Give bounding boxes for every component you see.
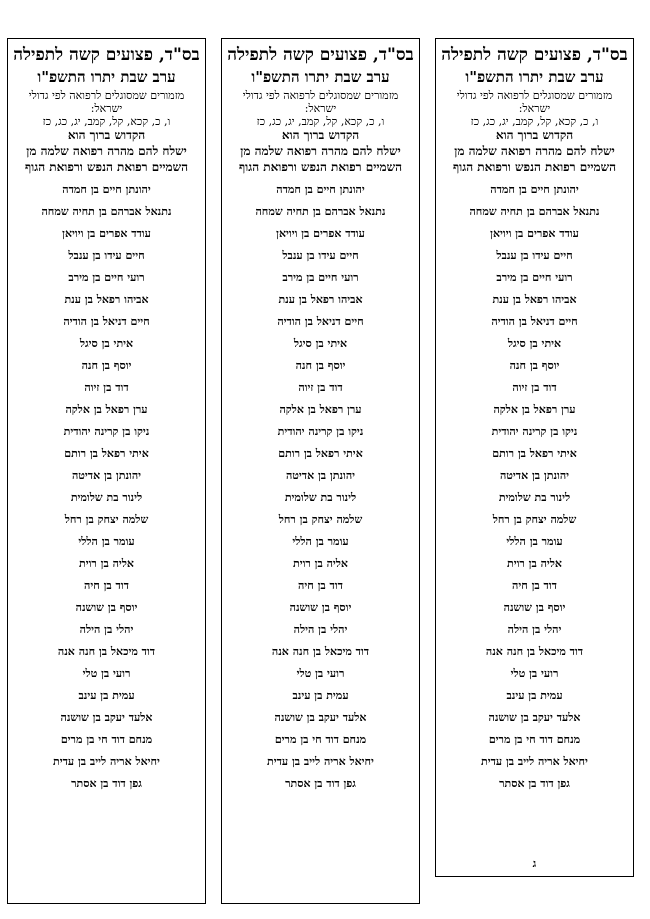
name-item: חיים דניאל בן הודיה bbox=[63, 315, 150, 328]
chapters: ו, כ, קכא, קל, קמב, יג, כג, כז bbox=[42, 115, 171, 128]
name-item: עמית בן עינב bbox=[292, 689, 349, 702]
name-item: ניקו בן קרינה יהודית bbox=[63, 425, 150, 438]
name-item: רועי בן טלי bbox=[82, 667, 131, 680]
name-item: עומר בן הללי bbox=[506, 535, 563, 548]
name-item: איתי בן סיגל bbox=[507, 337, 562, 350]
name-item: יהונתן בן אדיטה bbox=[499, 469, 570, 482]
name-item: רועי בן טלי bbox=[296, 667, 345, 680]
name-item: דוד מיכאל בן חנה אנה bbox=[485, 645, 584, 658]
name-item: מנחם דוד חי בן מרים bbox=[60, 733, 153, 746]
name-item: דוד בן חיה bbox=[512, 579, 557, 592]
name-item: ערן רפאל בן אלקה bbox=[493, 403, 576, 416]
description: מזמורים שמסוגלים לרפואה לפי גדולי ישראל: bbox=[456, 89, 613, 115]
name-item: יהלי בן הילה bbox=[507, 623, 562, 636]
name-item: גפן דוד בן אסתר bbox=[285, 777, 356, 790]
name-item: גפן דוד בן אסתר bbox=[71, 777, 142, 790]
blessing: הקדוש ברוך הוא bbox=[495, 128, 574, 142]
name-item: לינור בת שלומית bbox=[284, 491, 357, 504]
name-item: נתנאל אברהם בן תחיה שמחה bbox=[41, 205, 172, 218]
prayer: ישלח להם מהרה רפואה שלמה מן השמיים רפואת הנפש ורפואת הגוף bbox=[452, 144, 617, 174]
name-item: יהונתן חיים בן חמדה bbox=[62, 183, 151, 196]
name-item: איתי בן סיגל bbox=[293, 337, 348, 350]
name-item: יוסף בן שושנה bbox=[75, 601, 138, 614]
name-item: דוד בן חיה bbox=[298, 579, 343, 592]
subtitle: ערב שבת יתרו התשפ"ו bbox=[37, 68, 176, 86]
name-item: חיים עידו בן ענבל bbox=[68, 249, 145, 262]
name-item: אביהו רפאל בן ענת bbox=[64, 293, 149, 306]
name-item: עמית בן עינב bbox=[78, 689, 135, 702]
name-item: עומר בן הללי bbox=[292, 535, 349, 548]
name-item: יחיאל אריה לייב בן עדית bbox=[481, 755, 588, 768]
name-item: דוד בן זיוה bbox=[512, 381, 557, 394]
description: מזמורים שמסוגלים לרפואה לפי גדולי ישראל: bbox=[28, 89, 185, 115]
name-item: עמית בן עינב bbox=[506, 689, 563, 702]
name-item: שלמה יצחק בן רחל bbox=[492, 513, 577, 526]
blessing: הקדוש ברוך הוא bbox=[67, 128, 146, 142]
name-item: רועי חיים בן מירב bbox=[496, 271, 573, 284]
name-item: ערן רפאל בן אלקה bbox=[279, 403, 362, 416]
name-item: עומר בן הללי bbox=[78, 535, 135, 548]
name-item: יהונתן בן אדיטה bbox=[71, 469, 142, 482]
name-item: ניקו בן קרינה יהודית bbox=[277, 425, 364, 438]
chapters: ו, כ, קכא, קל, קמב, יג, כג, כז bbox=[256, 115, 385, 128]
name-item: איתי בן סיגל bbox=[79, 337, 134, 350]
column-left bbox=[7, 38, 206, 904]
name-item: יוסף בן שושנה bbox=[289, 601, 352, 614]
name-item: מנחם דוד חי בן מרים bbox=[488, 733, 581, 746]
name-item: אלעד יעקב בן שושנה bbox=[488, 711, 581, 724]
names-list bbox=[440, 179, 629, 795]
name-item: יוסף בן חנה bbox=[509, 359, 560, 372]
name-item: גפן דוד בן אסתר bbox=[499, 777, 570, 790]
name-item: דוד מיכאל בן חנה אנה bbox=[271, 645, 370, 658]
name-item: יהלי בן הילה bbox=[79, 623, 134, 636]
column-right bbox=[435, 38, 634, 877]
subtitle: ערב שבת יתרו התשפ"ו bbox=[465, 68, 604, 86]
title: בס"ד, פצועים קשה לתפילה bbox=[13, 45, 200, 65]
name-item: דוד בן זיוה bbox=[298, 381, 343, 394]
title: בס"ד, פצועים קשה לתפילה bbox=[441, 45, 628, 65]
name-item: רועי חיים בן מירב bbox=[68, 271, 145, 284]
name-item: יוסף בן חנה bbox=[295, 359, 346, 372]
name-item: יחיאל אריה לייב בן עדית bbox=[267, 755, 374, 768]
name-item: מנחם דוד חי בן מרים bbox=[274, 733, 367, 746]
name-item: עודד אפרים בן ויויאן bbox=[276, 227, 365, 240]
name-item: דוד בן זיוה bbox=[84, 381, 129, 394]
name-item: עודד אפרים בן ויויאן bbox=[490, 227, 579, 240]
names-list bbox=[226, 179, 415, 795]
name-item: ערן רפאל בן אלקה bbox=[65, 403, 148, 416]
name-item: איתי רפאל בן רותם bbox=[278, 447, 363, 460]
name-item: יהלי בן הילה bbox=[293, 623, 348, 636]
name-item: אליה בן רוית bbox=[507, 557, 562, 570]
name-item: אלעד יעקב בן שושנה bbox=[274, 711, 367, 724]
name-item: נתנאל אברהם בן תחיה שמחה bbox=[255, 205, 386, 218]
name-item: יחיאל אריה לייב בן עדית bbox=[53, 755, 160, 768]
name-item: עודד אפרים בן ויויאן bbox=[62, 227, 151, 240]
name-item: יוסף בן חנה bbox=[81, 359, 132, 372]
names-list bbox=[12, 179, 201, 795]
name-item: אביהו רפאל בן ענת bbox=[278, 293, 363, 306]
name-item: דוד מיכאל בן חנה אנה bbox=[57, 645, 156, 658]
title: בס"ד, פצועים קשה לתפילה bbox=[227, 45, 414, 65]
name-item: איתי רפאל בן רותם bbox=[64, 447, 149, 460]
name-item: חיים עידו בן ענבל bbox=[282, 249, 359, 262]
column-middle bbox=[221, 38, 420, 904]
name-item: יהונתן בן אדיטה bbox=[285, 469, 356, 482]
chapters: ו, כ, קכא, קל, קמב, יג, כג, כז bbox=[470, 115, 599, 128]
name-item: אליה בן רוית bbox=[79, 557, 134, 570]
name-item: רועי חיים בן מירב bbox=[282, 271, 359, 284]
name-item: אביהו רפאל בן ענת bbox=[492, 293, 577, 306]
name-item: דוד בן חיה bbox=[84, 579, 129, 592]
subtitle: ערב שבת יתרו התשפ"ו bbox=[251, 68, 390, 86]
name-item: חיים עידו בן ענבל bbox=[496, 249, 573, 262]
name-item: לינור בת שלומית bbox=[498, 491, 571, 504]
name-item: אליה בן רוית bbox=[293, 557, 348, 570]
name-item: יהונתן חיים בן חמדה bbox=[490, 183, 579, 196]
name-item: חיים דניאל בן הודיה bbox=[277, 315, 364, 328]
name-item: איתי רפאל בן רותם bbox=[492, 447, 577, 460]
prayer: ישלח להם מהרה רפואה שלמה מן השמיים רפואת הנפש ורפואת הגוף bbox=[24, 144, 189, 174]
name-item: רועי בן טלי bbox=[510, 667, 559, 680]
name-item: חיים דניאל בן הודיה bbox=[491, 315, 578, 328]
blessing: הקדוש ברוך הוא bbox=[281, 128, 360, 142]
prayer: ישלח להם מהרה רפואה שלמה מן השמיים רפואת הנפש ורפואת הגוף bbox=[238, 144, 403, 174]
name-item: ניקו בן קרינה יהודית bbox=[491, 425, 578, 438]
name-item: לינור בת שלומית bbox=[70, 491, 143, 504]
name-item: שלמה יצחק בן רחל bbox=[64, 513, 149, 526]
description: מזמורים שמסוגלים לרפואה לפי גדולי ישראל: bbox=[242, 89, 399, 115]
name-item: יוסף בן שושנה bbox=[503, 601, 566, 614]
name-item: נתנאל אברהם בן תחיה שמחה bbox=[469, 205, 600, 218]
page-number: ג bbox=[532, 857, 537, 870]
name-item: שלמה יצחק בן רחל bbox=[278, 513, 363, 526]
name-item: יהונתן חיים בן חמדה bbox=[276, 183, 365, 196]
name-item: אלעד יעקב בן שושנה bbox=[60, 711, 153, 724]
